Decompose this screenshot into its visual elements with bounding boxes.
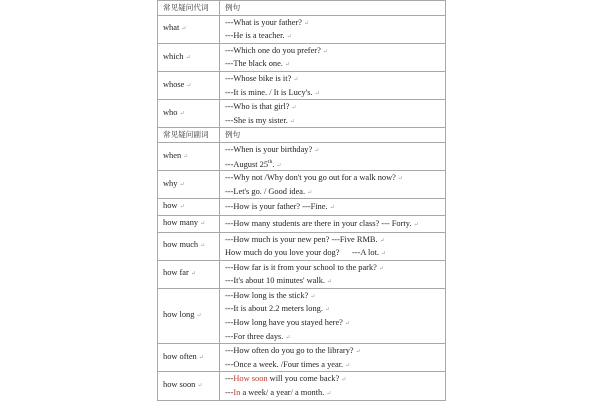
table-row [158,71,446,99]
word-label: how often [163,352,197,362]
example-line: ---Let's go. / Good idea. ↵ [225,186,313,196]
example-line: ---How many students are there in your class? --- Forty. ↵ [225,218,419,228]
example-line: ---How long have you stayed here? ↵ [225,318,350,328]
header-cell [220,1,446,16]
example-cell [220,100,446,128]
example-line: ---How much is your new pen? ---Five RMB. ↵ [225,234,385,244]
header-label: 常见疑问副词 [163,130,209,140]
example-line: ---Whose bike is it? ↵ [225,73,299,83]
example-line: ---The black one. ↵ [225,59,290,69]
example-cell [220,288,446,343]
table-header-row [158,128,446,143]
example-cell [220,232,446,260]
word-cell: how far ↵ [158,260,220,288]
example-line: ---He is a teacher. ↵ [225,31,292,41]
word-label: how far [163,268,189,278]
word-label: how long [163,310,195,320]
table-row [158,288,446,343]
question-words-table [157,0,446,401]
header-label: 例句 [225,130,241,140]
table-row [158,232,446,260]
table-row [158,15,446,43]
example-cell [220,344,446,372]
table-header-row [158,1,446,16]
word-cell: how often ↵ [158,344,220,372]
example-cell [220,215,446,232]
example-line: ---She is my sister. ↵ [225,115,295,125]
header-cell [158,1,220,16]
word-cell: how many ↵ [158,215,220,232]
word-cell [158,15,220,43]
word-cell: how long ↵ [158,288,220,343]
example-cell [220,372,446,400]
example-cell [220,171,446,199]
example-cell [220,71,446,99]
example-line: ---How far is it from your school to the park? ↵ [225,262,384,272]
example-line: ---When is your birthday? ↵ [225,144,320,154]
table-row [158,100,446,128]
example-line: ---For three days. ↵ [225,331,291,341]
word-label: why [163,178,178,188]
example-line: ---Which one do you prefer? ↵ [225,45,328,55]
word-label: which [163,51,184,61]
return-mark: ↵ [181,26,187,33]
example-line: ---How long is the stick? ↵ [225,290,316,300]
example-line: ---What is your father? ↵ [225,17,309,27]
example-cell [220,199,446,216]
word-cell: how soon ↵ [158,372,220,400]
word-label: whose [163,79,185,89]
example-cell [220,142,446,170]
word-cell: which ↵ [158,43,220,71]
highlighted-phrase: How soon [233,374,268,384]
highlighted-phrase: In [233,388,241,398]
header-cell [220,128,446,143]
example-cell [220,15,446,43]
example-line: ---How is your father? ---Fine. ↵ [225,202,335,212]
table-row [158,142,446,170]
word-cell: when ↵ [158,142,220,170]
word-label: how much [163,240,199,250]
example-cell [220,43,446,71]
example-line: ---Once a week. /Four times a year. ↵ [225,359,351,369]
example-line: ---It's about 10 minutes' walk. ↵ [225,276,333,286]
example-line: ---How soon will you come back? ↵ [225,374,347,384]
example-line: ---Who is that girl? ↵ [225,102,297,112]
example-line: ---Why not /Why don't you go out for a walk now? ↵ [225,173,403,183]
table-row [158,199,446,216]
word-cell: whose ↵ [158,71,220,99]
word-label: when [163,150,182,160]
table-row [158,260,446,288]
header-cell [158,128,220,143]
header-label: 常见疑问代词 [163,3,209,12]
table-row [158,171,446,199]
word-label: how soon [163,380,196,390]
word-label: how many [163,217,199,227]
example-line: How much do you love your dog? ---A lot. ↵ [225,248,387,258]
word-label: who [163,107,178,117]
header-label: 例句 [225,3,241,12]
example-line: ---In a week/ a year/ a month. ↵ [225,388,332,398]
table-row [158,215,446,232]
example-cell [220,260,446,288]
word-label: how [163,201,178,211]
table-row [158,43,446,71]
table-row [158,372,446,400]
word-cell: who ↵ [158,100,220,128]
word-cell: how much ↵ [158,232,220,260]
table-row [158,344,446,372]
word-cell: why ↵ [158,171,220,199]
example-line: ---It is about 2.2 meters long. ↵ [225,304,330,314]
word-cell: how ↵ [158,199,220,216]
example-line: ---It is mine. / It is Lucy's. ↵ [225,87,320,97]
example-line: ---How often do you go to the library? ↵ [225,346,361,356]
example-line: ---August 25th. ↵ [225,159,282,170]
word-label: what [163,23,180,33]
